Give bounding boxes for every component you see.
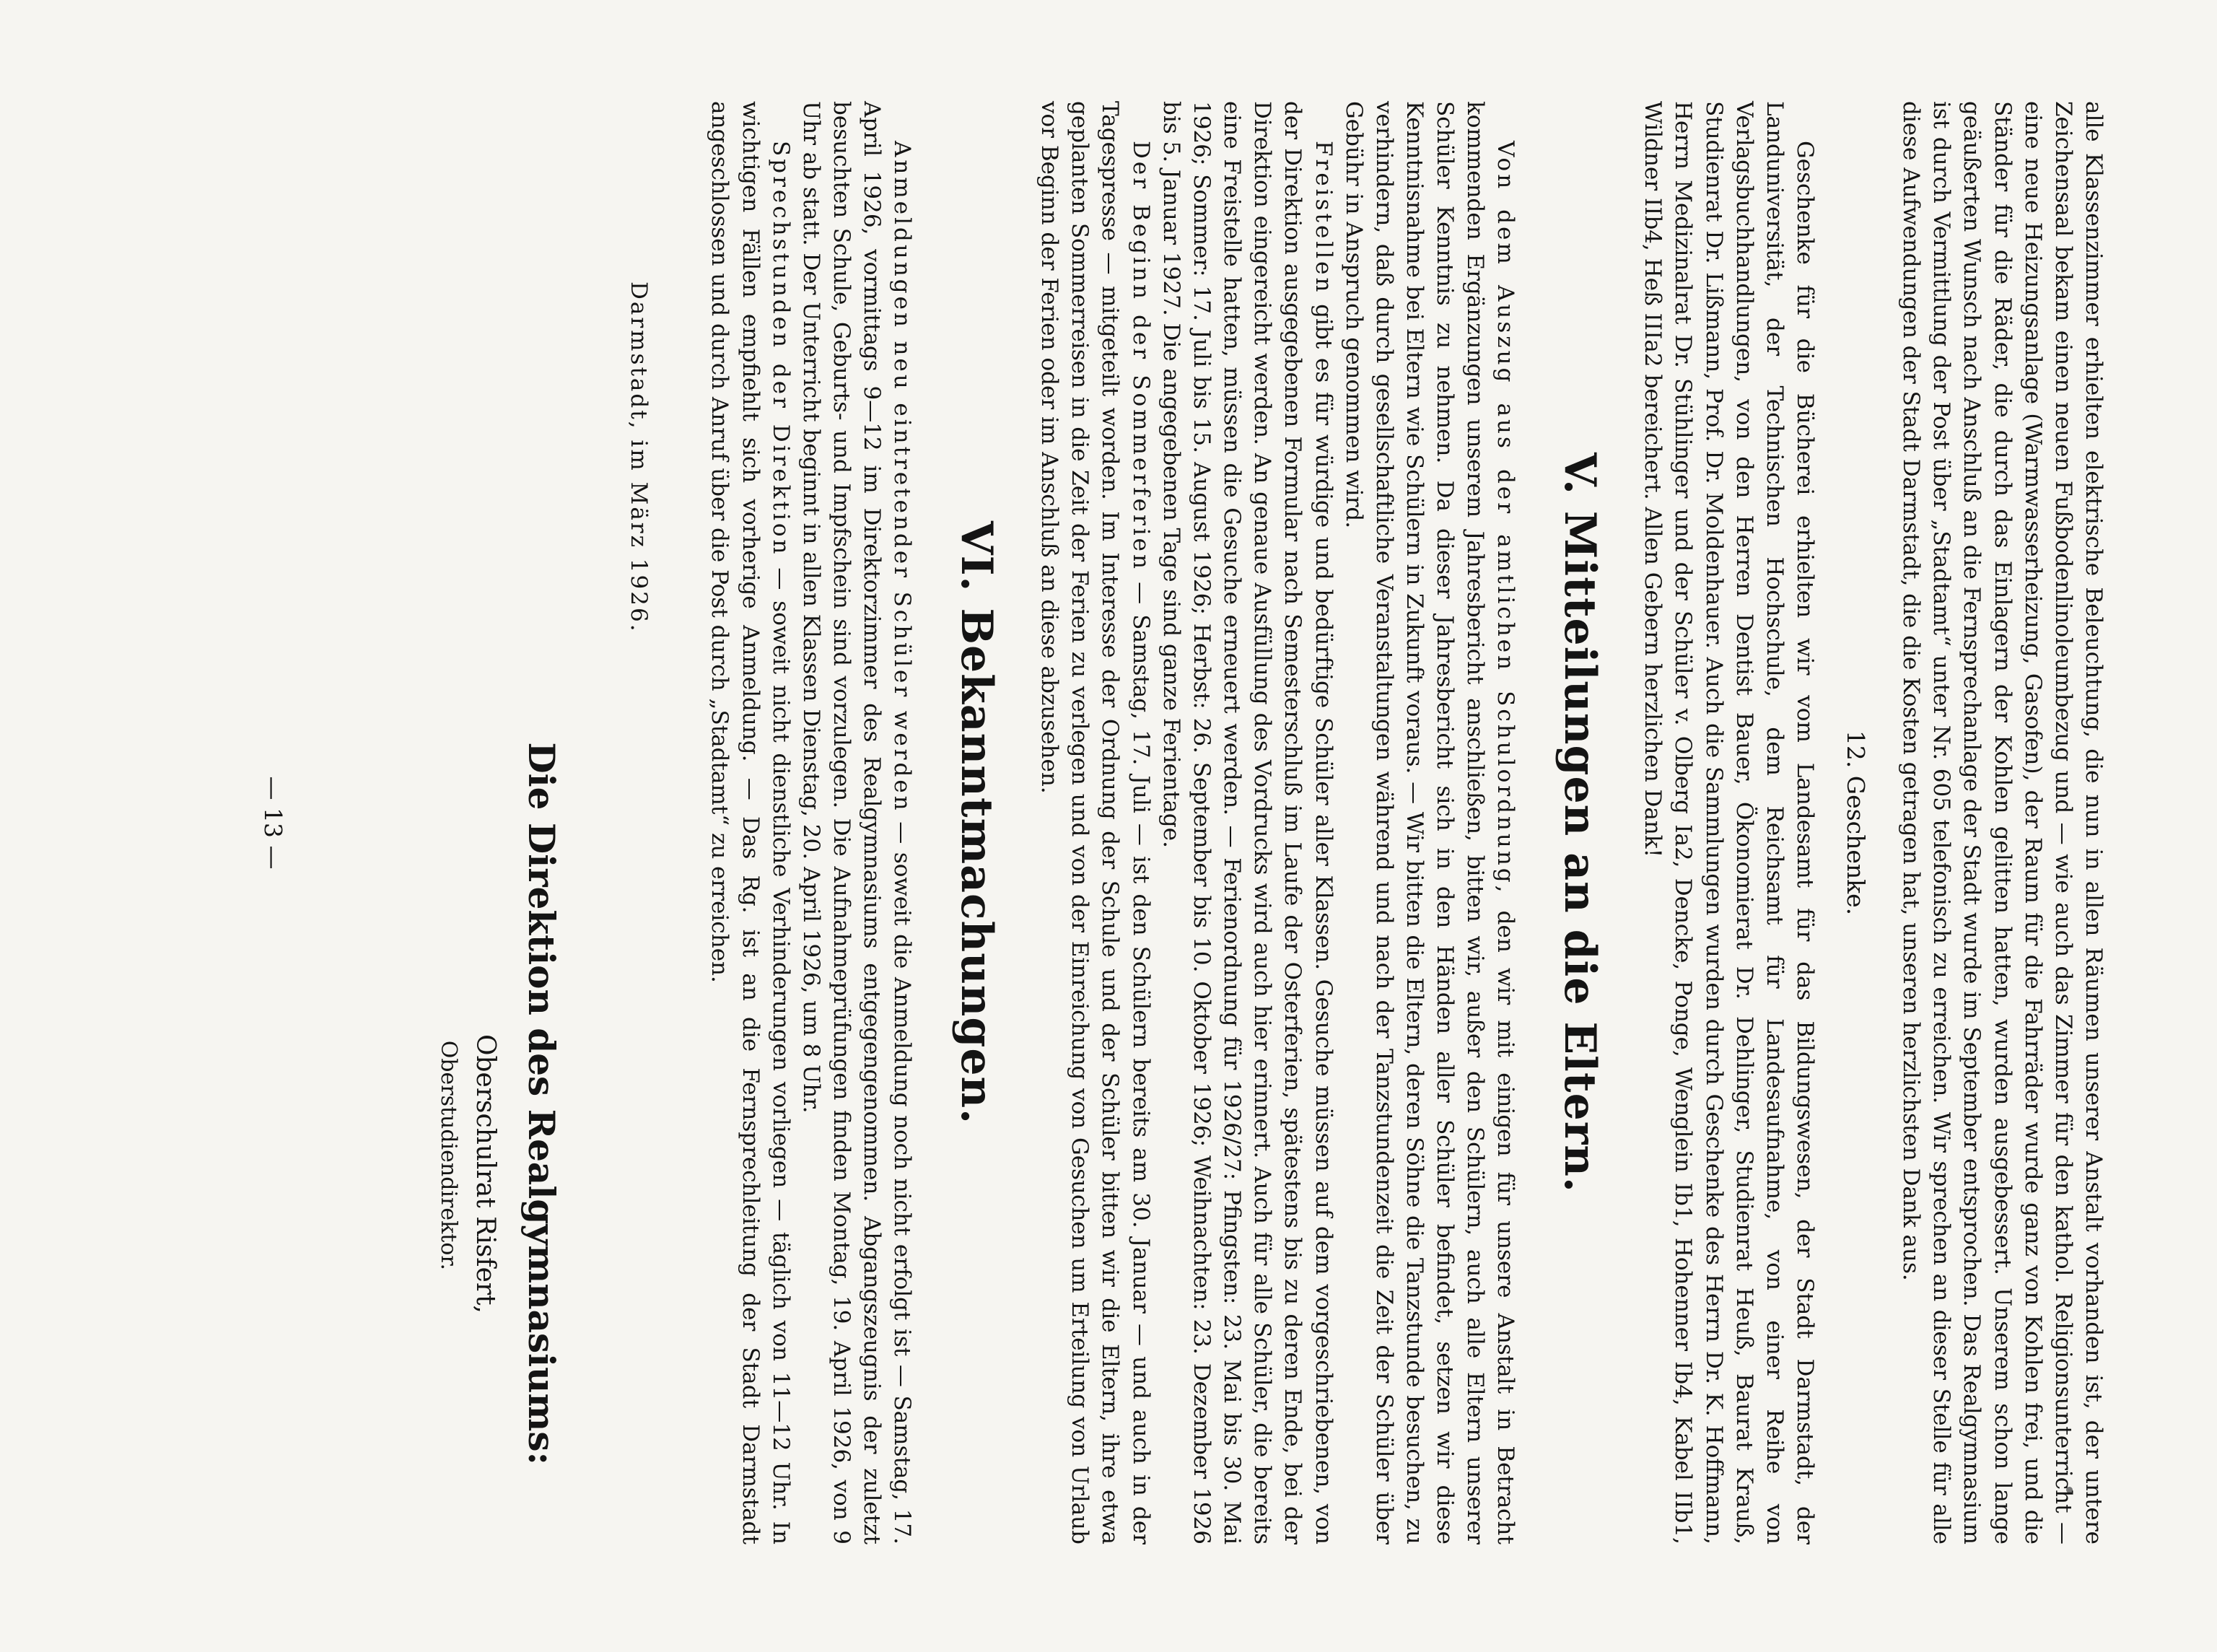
page-number: — 13 — [259,776,288,870]
signature-block [433,101,566,1544]
section-5-paragraph-3 [1034,101,1156,1544]
section-6-paragraph-2 [704,101,795,1544]
page-content [257,101,2109,1544]
signature-line-2: Oberschulrat Risfert, [471,1033,501,1314]
paragraph-lead: Freistellen [1310,141,1337,295]
paragraph-lead: Sprechstunden der Direktion [767,141,794,557]
paragraph-text: — soweit die Anmeldung noch nicht erfolgt ist — Samstag, 17. April 1926, vormittags 9—12 im Direktorzimmer des Realgymnasiums entgegengenommen. Abgangszeugnis der zuletzt besuchten Schule, Geburts- und Impfschein sind vorzulegen. Die Aufnahmeprüfungen finden Montag, 19. April 1926, von 9 Uhr ab statt. Der Unterricht beginnt in allen Klassen Dienstag, 20. April 1926, um 8 Uhr. [797,101,916,1545]
gifts-paragraph: Geschenke für die Bücherei erhielten wir vom Landesamt für das Bildungswesen, der Stadt Darmstadt, der Landuniversität, der Technischen Hochschule, dem Reichsamt für Landesaufnahme, von einer Reihe von Verlagsbuchhandlungen, von den Herren Dentist Bauer, Ökonomierat Dr. Dehlinger, Studienrat Heuß, Baurat Krauß, Studienrat Dr. Lißmann, Prof. Dr. Moldenhauer. Auch die Sammlungen wurden durch Geschenke des Herrn Dr. K. Hoffmann, Herrn Medizinalrat Dr. Stühlinger und der Schüler v. Olberg Ia2, Dencke, Ponge, Wenglein Ib1, Hohenner Ib4, Kabel IIb1, Wildner IIb4, Heß IIIa2 bereichert. Allen Gebern herzlichen Dank! [1640,101,1819,1544]
paragraph-lead: Von dem Auszug aus der amtlichen Schulordnung, [1492,141,1519,896]
place-date: Darmstadt, im März 1926. [626,281,652,634]
paragraph-lead: Der Beginn der Sommerferien [1127,141,1154,572]
paragraph-text: den wir mit einigen für unsere Anstalt in Betracht kommenden Ergänzungen unserem Jahresbericht anschließen, bitten wir, außer den Schülern, auch alle Eltern unserer Schüler Kenntnis zu nehmen. Da dieser Jahresbericht sich in den Händen aller Schüler befindet, setzen wir diese Kenntnisnahme bei Eltern wie Schülern in Zukunft voraus. — Wir bitten die Eltern, deren Söhne die Tanzstunde besuchen, zu verhindern, daß durch gesellschaftliche Veranstaltungen während und nach der Tanzstundenzeit die Zeit der Schüler über Gebühr in Anspruch genommen wird. [1340,101,1519,1544]
section-5-heading: V. Mitteilungen an die Eltern. [1554,453,1606,1193]
section-5-paragraph-1 [1339,101,1521,1544]
gifts-heading: 12. Geschenke. [1841,730,1870,916]
section-6-heading: VI. Bekanntmachungen. [951,520,1002,1125]
section-6-paragraph-1 [796,101,918,1544]
intro-paragraph: alle Klassenzimmer erhielten elektrische Beleuchtung, die nun in allen Räumen unserer Anstalt vorhanden ist, der untere Zeichensaal bekam einen neuen Fußbodenlinoleumbezug und — wie auch das Zimmer für den kathol. Religionsunterricht — eine neue Heizungsanlage (Warmwasserheizung, Gasofen), der Raum für die Fahrräder wurde ganz von Kohlen frei, und die Ständer für die Räder, die durch das Einlagern der Kohlen gelitten hatten, wurden ausgebessert. Unserem schon lange geäußerten Wunsch nach Anschluß an die Fernsprechanlage der Stadt wurde im September entsprochen. Das Realgymnasium ist durch Vermittlung der Post über „Stadtamt“ unter Nr. 605 telefonisch zu erreichen. Wir sprechen an dieser Stelle für alle diese Aufwendungen der Stadt Darmstadt, die die Kosten getragen hat, unseren herzlichsten Dank aus. [1898,101,2107,1544]
paragraph-text: — soweit nicht dienstliche Verhinderungen vorliegen — täglich von 11—12 Uhr. In wichtigen Fällen empfiehlt sich vorherige Anmeldung. — Das Rg. ist an die Fernsprechleitung der Stadt Darmstadt angeschlossen und durch Anruf über die Post durch „Stadtamt“ zu erreichen. [707,101,794,1545]
paragraph-text: — Samstag, 17. Juli — ist den Schülern bereits am 30. Januar — und auch in der Tagespresse — mitgeteilt worden. Im Interesse der Ordnung der Schule und der Schüler bitten wir die Eltern, ihre etwa geplanten Sommerreisen in die Zeit der Ferien zu verlegen und von der Einreichung von Gesuchen um Erteilung von Urlaub vor Beginn der Ferien oder im Anschluß an diese abzusehen. [1036,101,1154,1545]
signature-line-3: Oberstudiendirektor. [436,1040,462,1270]
paragraph-text: gibt es für würdige und bedürftige Schüler aller Klassen. Gesuche müssen auf dem vorgeschriebenen, von der Direktion ausgegebenen Formular nach Semesterschluß im Laufe der Osterferien, spätestens bis zu deren Ende, bei der Direktion eingereicht werden. An genaue Ausfüllung des Vordrucks wird auch hier erinnert. Auch für alle Schüler, die bereits eine Freistelle hatten, müssen die Gesuche erneuert werden. — Ferienordnung für 1926/27: Pfingsten: 23. Mai bis 30. Mai 1926; Sommer: 17. Juli bis 15. August 1926; Herbst: 26. September bis 10. Oktober 1926; Weihnachten: 23. Dezember 1926 bis 5. Januar 1927. Die angegebenen Tage sind ganze Ferientage. [1158,101,1337,1544]
paragraph-lead: Anmeldungen neu eintretender Schüler werden [889,141,916,813]
section-5-paragraph-2 [1156,101,1339,1544]
signature-line-1: Die Direktion des Realgymnasiums: [520,742,564,1465]
